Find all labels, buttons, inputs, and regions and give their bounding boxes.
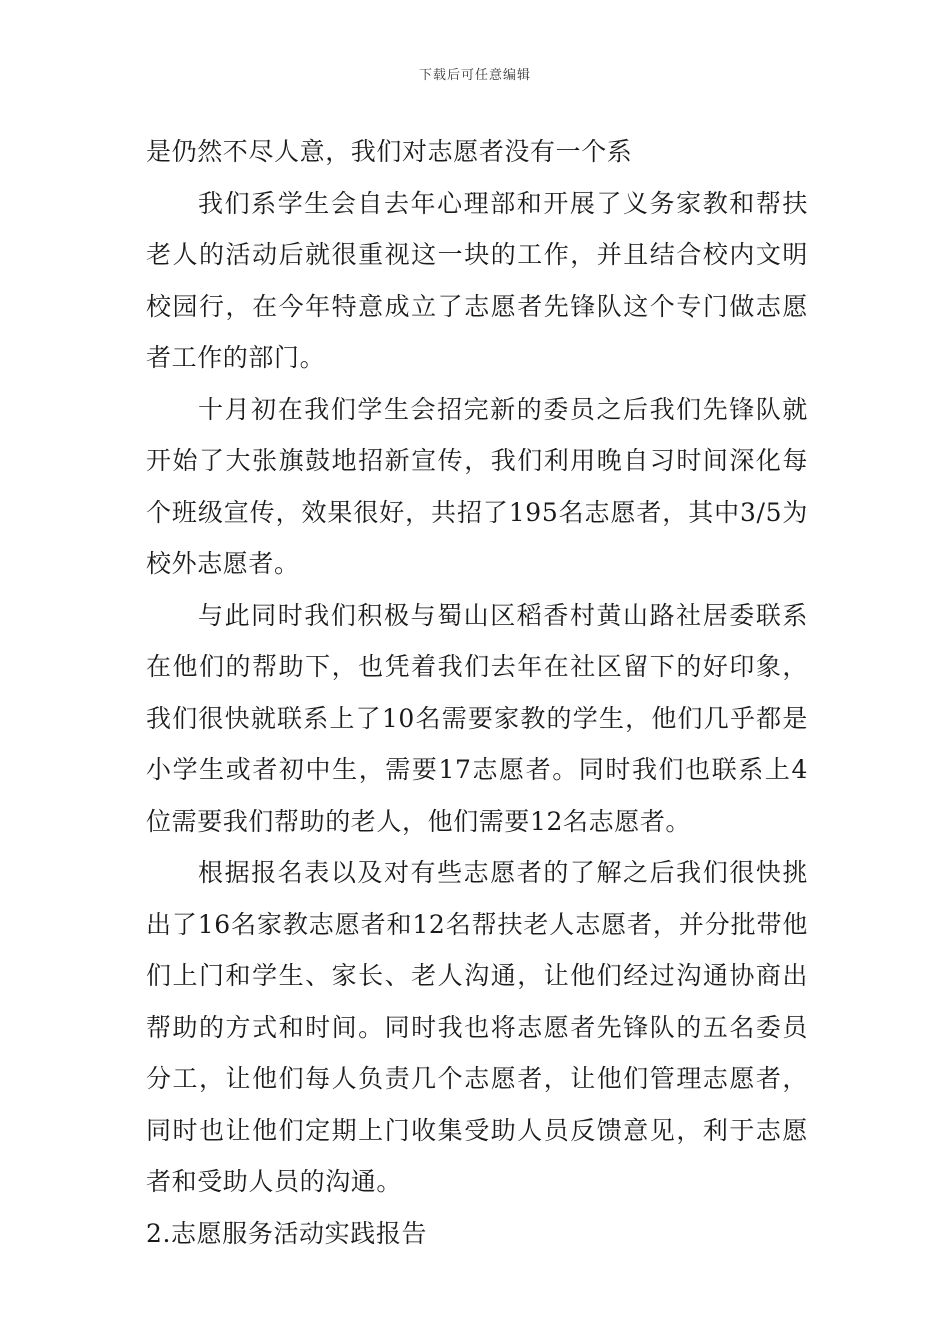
page-header-note: 下载后可任意编辑: [418, 68, 531, 83]
section-heading: 2.志愿服务活动实践报告: [146, 1218, 428, 1248]
document-body: [146, 126, 808, 1259]
paragraph-recruitment: 十月初在我们学生会招完新的委员之后我们先锋队就开始了大张旗鼓地招新宣传，我们利用晚自习时间深化每个班级宣传，效果很好，共招了195名志愿者，其中3/5为校外志愿者。: [146, 394, 808, 578]
paragraph-volunteer-team: 我们系学生会自去年心理部和开展了义务家教和帮扶老人的活动后就很重视这一块的工作，并且结合校内文明校园行，在今年特意成立了志愿者先锋队这个专门做志愿者工作的部门。: [146, 188, 808, 372]
paragraph-continuation: 是仍然不尽人意，我们对志愿者没有一个系: [146, 137, 633, 166]
paragraph-community-contact: 与此同时我们积极与蜀山区稻香村黄山路社居委联系在他们的帮助下，也凭着我们去年在社区留下的好印象，我们很快就联系上了10名需要家教的学生，他们几乎都是小学生或者初中生，需要17志愿者。同时我们也联系上4位需要我们帮助的老人，他们需要12名志愿者。: [146, 600, 808, 836]
paragraph-volunteer-assignment: 根据报名表以及对有些志愿者的了解之后我们很快挑出了16名家教志愿者和12名帮扶老人志愿者，并分批带他们上门和学生、家长、老人沟通，让他们经过沟通协商出帮助的方式和时间。同时我也将志愿者先锋队的五名委员分工，让他们每人负责几个志愿者，让他们管理志愿者，同时也让他们定期上门收集受助人员反馈意见，利于志愿者和受助人员的沟通。: [146, 858, 808, 1196]
